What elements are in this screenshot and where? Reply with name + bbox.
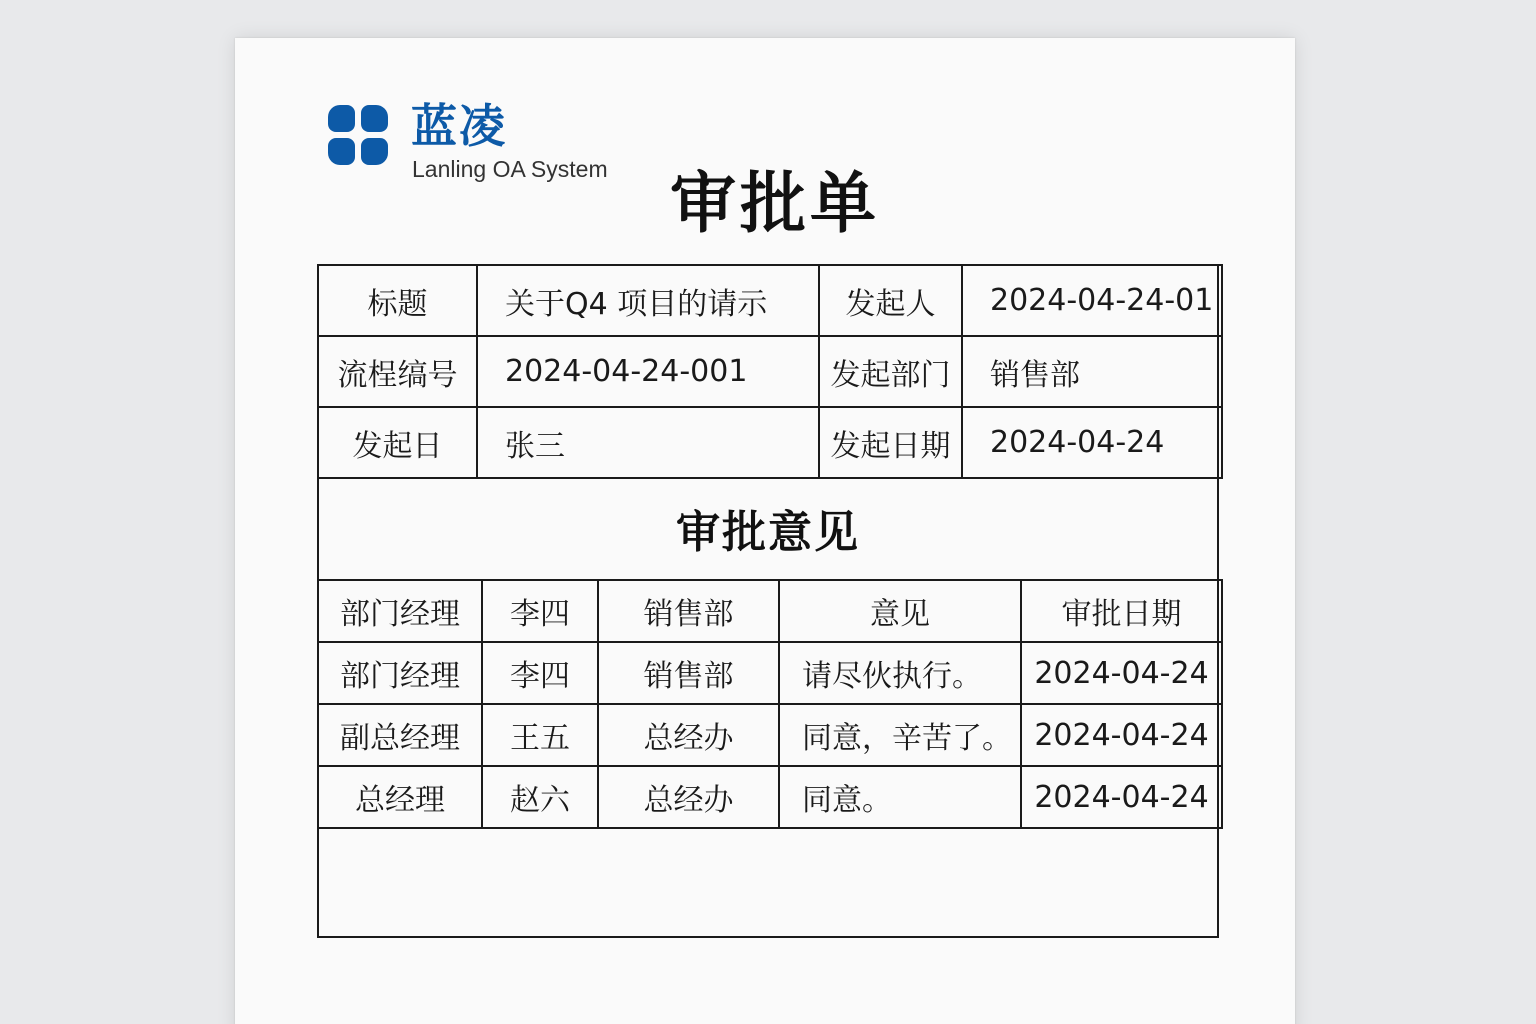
info-value: 2024-04-24-01 (962, 265, 1222, 336)
table-row (318, 704, 1222, 766)
department-cell: 销售部 (598, 642, 779, 704)
opinion-cell: 请尽伙执行。 (779, 642, 1021, 704)
table-row (318, 766, 1222, 828)
info-label: 发起日期 (819, 407, 962, 478)
opinion-table (317, 579, 1223, 829)
document-title: 审批单 (670, 165, 880, 242)
info-label: 发起部门 (819, 336, 962, 407)
logo-english-name: Lanling OA System (412, 156, 608, 182)
column-header: 部门经理 (318, 580, 482, 642)
info-value: 关于Q4 项目的请示 (477, 265, 819, 336)
info-label: 发起人 (819, 265, 962, 336)
approver-cell: 赵六 (482, 766, 598, 828)
info-value: 张三 (477, 407, 819, 478)
column-header: 李四 (482, 580, 598, 642)
opinion-header-row (318, 580, 1222, 642)
opinion-cell: 同意。 (779, 766, 1021, 828)
date-cell: 2024-04-24 (1021, 642, 1222, 704)
approver-cell: 王五 (482, 704, 598, 766)
info-value: 2024-04-24-001 (477, 336, 819, 407)
date-cell: 2024-04-24 (1021, 704, 1222, 766)
info-label: 发起日 (318, 407, 477, 478)
date-cell: 2024-04-24 (1021, 766, 1222, 828)
info-value: 销售部 (962, 336, 1222, 407)
opinion-section-title: 审批意见 (676, 507, 860, 558)
logo-chinese-name: 蓝凌 (411, 99, 507, 153)
column-header: 审批日期 (1021, 580, 1222, 642)
table-row (318, 642, 1222, 704)
department-cell: 总经办 (598, 704, 779, 766)
info-row (318, 265, 1222, 336)
column-header: 销售部 (598, 580, 779, 642)
info-table (317, 264, 1223, 479)
column-header: 意见 (779, 580, 1021, 642)
document-paper (235, 38, 1295, 1024)
approval-form (317, 264, 1219, 938)
info-row (318, 336, 1222, 407)
role-cell: 副总经理 (318, 704, 482, 766)
lanling-logo-icon (328, 105, 390, 167)
info-label: 标题 (318, 265, 477, 336)
opinion-cell: 同意，辛苦了。 (779, 704, 1021, 766)
role-cell: 部门经理 (318, 642, 482, 704)
info-row (318, 407, 1222, 478)
department-cell: 总经办 (598, 766, 779, 828)
info-value: 2024-04-24 (962, 407, 1222, 478)
role-cell: 总经理 (318, 766, 482, 828)
approver-cell: 李四 (482, 642, 598, 704)
info-label: 流桯缟号 (318, 336, 477, 407)
